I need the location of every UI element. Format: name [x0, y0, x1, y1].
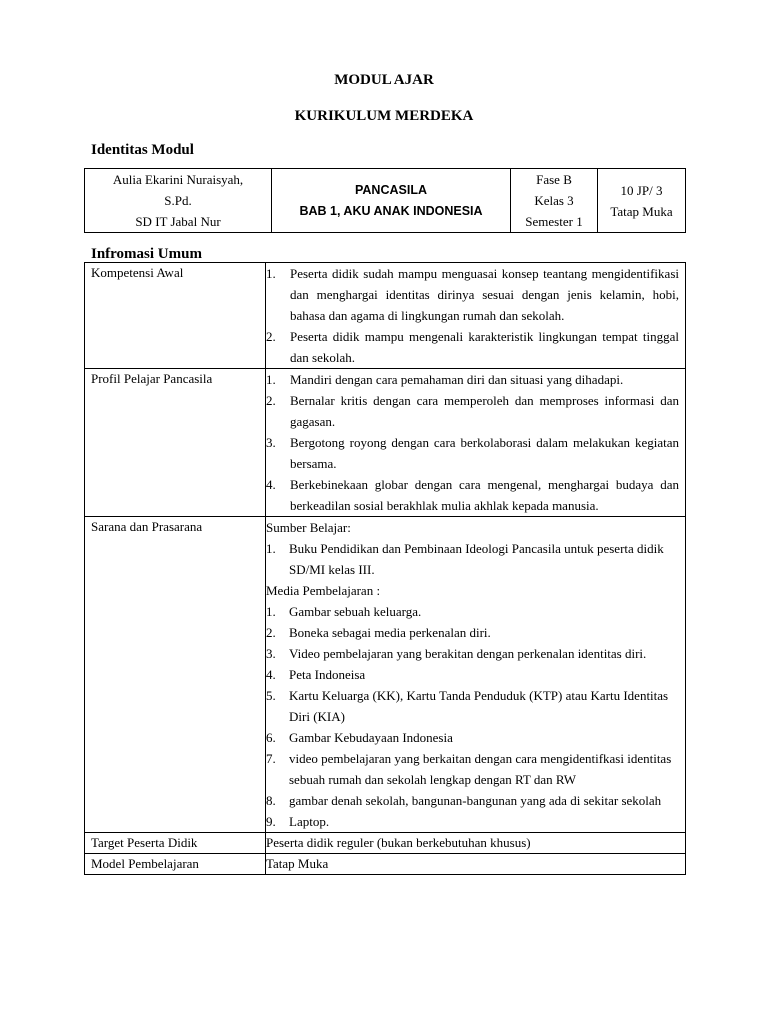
- page-title: MODUL AJAR: [334, 72, 434, 88]
- list-item: 1. Peserta didik sudah mampu menguasai konsep teantang mengidentifikasi dan menghargai identitas dirinya sesuai dengan jenis kelamin, hobi, bahasa dan agama di lingkungan rumah dan sekolah.: [266, 266, 679, 323]
- sarana-label: Sarana dan Prasarana: [85, 517, 266, 833]
- list-item: 7. video pembelajaran yang berkaitan dengan cara mengidentifkasi identitas sebuah rumah dan sekolah lengkap dengan RT dan RW: [266, 751, 672, 787]
- jp-cell: [598, 169, 686, 233]
- profil-row: [85, 369, 686, 517]
- list-item: 6. Gambar Kebudayaan Indonesia: [266, 730, 453, 745]
- list-item: 4. Peta Indoneisa: [266, 667, 366, 682]
- list-item: 3. Video pembelajaran yang berakitan dengan perkenalan identitas diri.: [266, 646, 647, 661]
- model-label: Model Pembelajaran: [85, 854, 266, 875]
- fase-cell: [511, 169, 598, 233]
- list-item: 1. Mandiri dengan cara pemahaman diri dan situasi yang dihadapi.: [266, 372, 624, 387]
- profil-label: Profil Pelajar Pancasila: [85, 369, 266, 517]
- kompetensi-row: [85, 263, 686, 369]
- kelas-value: Kelas 3: [534, 193, 574, 208]
- informasi-heading: Infromasi Umum: [91, 246, 202, 262]
- author-name-line2: S.Pd.: [164, 193, 192, 208]
- list-item: 2. Boneka sebagai media perkenalan diri.: [266, 625, 491, 640]
- sumber-heading: Sumber Belajar:: [266, 520, 351, 535]
- model-value: Tatap Muka: [266, 854, 686, 875]
- target-label: Target Peserta Didik: [85, 833, 266, 854]
- page-subtitle: KURIKULUM MERDEKA: [294, 108, 474, 124]
- author-cell: [85, 169, 272, 233]
- list-item: 4. Berkebinekaan globar dengan cara mengenal, menghargai budaya dan berkeadilan sosial berakhlak mulia akhlak kepada manusia.: [266, 477, 679, 513]
- model-row: [85, 854, 686, 875]
- list-item: 5. Kartu Keluarga (KK), Kartu Tanda Penduduk (KTP) atau Kartu Identitas Diri (KIA): [266, 688, 669, 724]
- sumber-list: [266, 538, 679, 580]
- semester-value: Semester 1: [525, 214, 583, 229]
- jp-value: 10 JP/ 3: [620, 182, 663, 198]
- sarana-row: [85, 517, 686, 833]
- identitas-heading: Identitas Modul: [91, 142, 194, 158]
- list-item: 2. Peserta didik mampu mengenali karakteristik lingkungan tempat tinggal dan sekolah.: [266, 329, 679, 365]
- subject-cell: [272, 169, 511, 233]
- fase-value: Fase B: [536, 172, 572, 187]
- profil-list: [266, 369, 679, 516]
- list-item: 9. Laptop.: [266, 814, 330, 829]
- kompetensi-label: Kompetensi Awal: [85, 263, 266, 369]
- target-row: [85, 833, 686, 854]
- author-name-line1: Aulia Ekarini Nuraisyah,: [112, 172, 244, 187]
- list-item: 8. gambar denah sekolah, bangunan-bangunan yang ada di sekitar sekolah: [266, 793, 662, 808]
- informasi-table: [84, 262, 686, 875]
- kompetensi-list: [266, 263, 679, 368]
- school-name: SD IT Jabal Nur: [135, 214, 221, 229]
- list-item: 2. Bernalar kritis dengan cara memperoleh dan memproses informasi dan gagasan.: [266, 393, 679, 429]
- chapter-name: BAB 1, AKU ANAK INDONESIA: [299, 203, 483, 218]
- media-heading: Media Pembelajaran :: [266, 583, 381, 598]
- target-value: Peserta didik reguler (bukan berkebutuhan khusus): [266, 833, 686, 854]
- media-list: [266, 601, 679, 832]
- list-item: 3. Bergotong royong dengan cara berkolaborasi dalam melakukan kegiatan bersama.: [266, 435, 679, 471]
- mode-value: Tatap Muka: [610, 203, 673, 219]
- identitas-table: [84, 168, 686, 233]
- subject-name: PANCASILA: [355, 182, 427, 197]
- list-item: 1. Gambar sebuah keluarga.: [266, 604, 422, 619]
- list-item: 1. Buku Pendidikan dan Pembinaan Ideologi Pancasila untuk peserta didik SD/MI kelas III.: [266, 541, 664, 577]
